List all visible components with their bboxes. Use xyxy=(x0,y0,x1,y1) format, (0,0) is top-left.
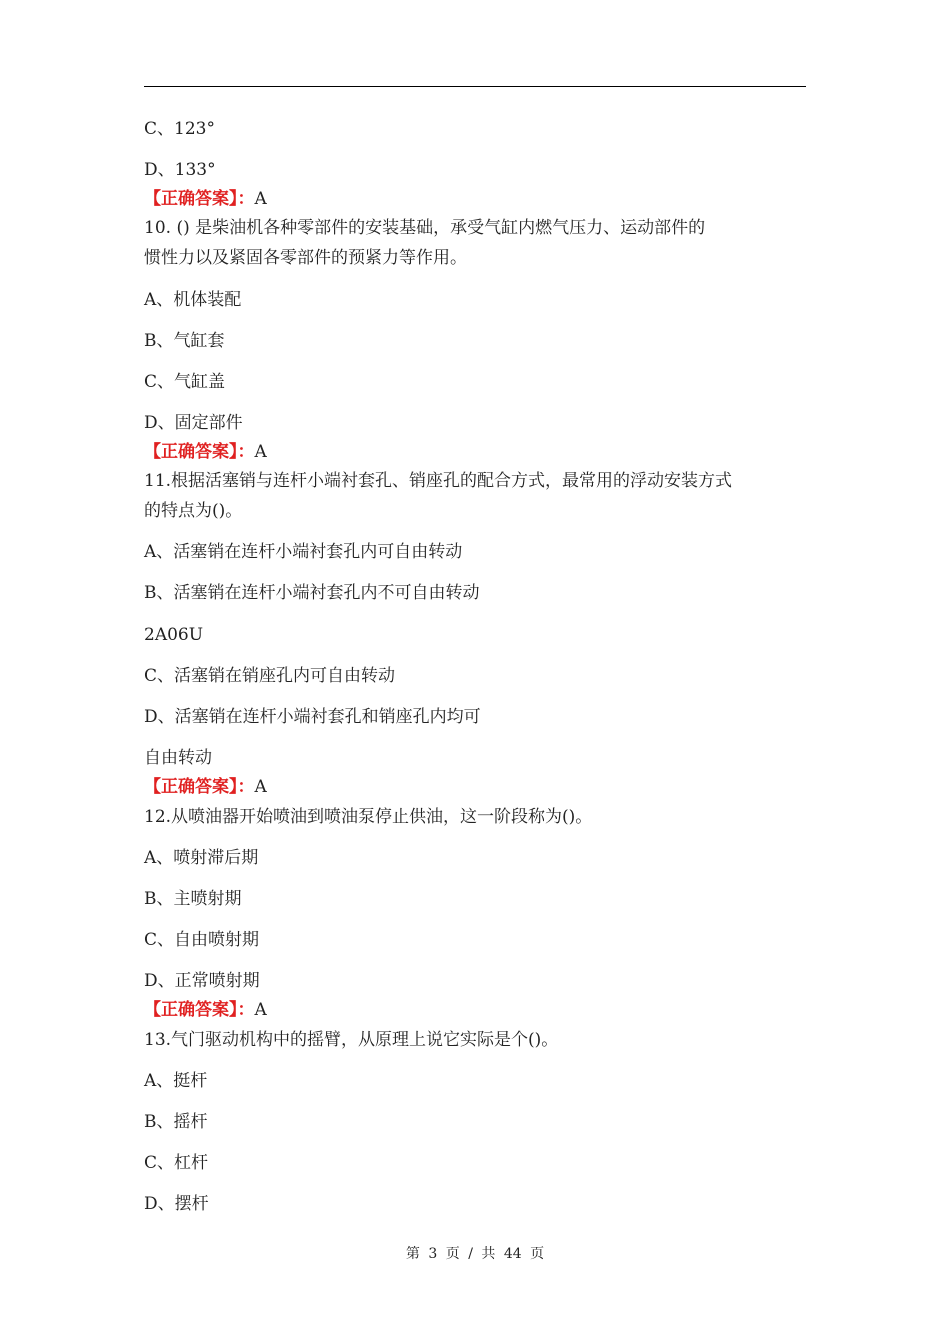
option-b: B、活塞销在连杆小端衬套孔内不可自由转动 xyxy=(144,583,480,603)
total-pages: 44 xyxy=(503,1246,522,1262)
option-a: A、挺杆 xyxy=(144,1071,208,1091)
answer-value: A xyxy=(254,189,267,209)
stray-text: 2A06U xyxy=(144,625,204,645)
option-d: D、活塞销在连杆小端衬套孔和销座孔内均可 xyxy=(144,707,481,727)
question-10-stem: 10. () 是柴油机各种零部件的安装基础，承受气缸内燃气压力、运动部件的 xyxy=(144,218,706,238)
answer-value: A xyxy=(254,1000,267,1020)
question-12-stem: 12.从喷油器开始喷油到喷油泵停止供油，这一阶段称为()。 xyxy=(144,807,593,827)
option-c: C、自由喷射期 xyxy=(144,930,260,950)
question-13-stem: 13.气门驱动机构中的摇臂，从原理上说它实际是个()。 xyxy=(144,1030,559,1050)
option-c: C、123° xyxy=(144,119,215,139)
option-d-cont: 自由转动 xyxy=(144,748,212,768)
option-a: A、机体装配 xyxy=(144,290,242,310)
option-c: C、活塞销在销座孔内可自由转动 xyxy=(144,666,396,686)
correct-answer xyxy=(144,775,267,799)
option-d: D、正常喷射期 xyxy=(144,971,260,991)
answer-label: 【正确答案】： xyxy=(144,442,255,462)
page-prefix: 第 xyxy=(405,1246,420,1262)
option-a: A、活塞销在连杆小端衬套孔内可自由转动 xyxy=(144,542,463,562)
option-c: C、气缸盖 xyxy=(144,372,226,392)
total-prefix: 共 xyxy=(481,1246,496,1262)
answer-label: 【正确答案】： xyxy=(144,189,255,209)
option-b: B、气缸套 xyxy=(144,331,225,351)
answer-label: 【正确答案】： xyxy=(144,1000,255,1020)
answer-value: A xyxy=(254,442,267,462)
correct-answer xyxy=(144,187,267,211)
page-unit: 页 xyxy=(445,1246,460,1262)
option-d: D、133° xyxy=(144,160,216,180)
option-a: A、喷射滞后期 xyxy=(144,848,259,868)
header-rule xyxy=(144,86,806,87)
total-unit: 页 xyxy=(530,1246,545,1262)
option-c: C、杠杆 xyxy=(144,1153,209,1173)
page-separator: / xyxy=(468,1246,473,1262)
page-footer xyxy=(0,1244,950,1264)
correct-answer xyxy=(144,998,267,1022)
option-b: B、摇杆 xyxy=(144,1112,208,1132)
answer-label: 【正确答案】： xyxy=(144,777,255,797)
option-b: B、主喷射期 xyxy=(144,889,242,909)
question-11-stem: 11.根据活塞销与连杆小端衬套孔、销座孔的配合方式，最常用的浮动安装方式 xyxy=(144,471,733,491)
question-11-stem-cont: 的特点为()。 xyxy=(144,501,243,521)
answer-value: A xyxy=(254,777,267,797)
page-number: 3 xyxy=(428,1246,438,1262)
correct-answer xyxy=(144,440,267,464)
option-d: D、摆杆 xyxy=(144,1194,209,1214)
question-10-stem-cont: 惯性力以及紧固各零部件的预紧力等作用。 xyxy=(144,248,467,268)
option-d: D、固定部件 xyxy=(144,413,243,433)
